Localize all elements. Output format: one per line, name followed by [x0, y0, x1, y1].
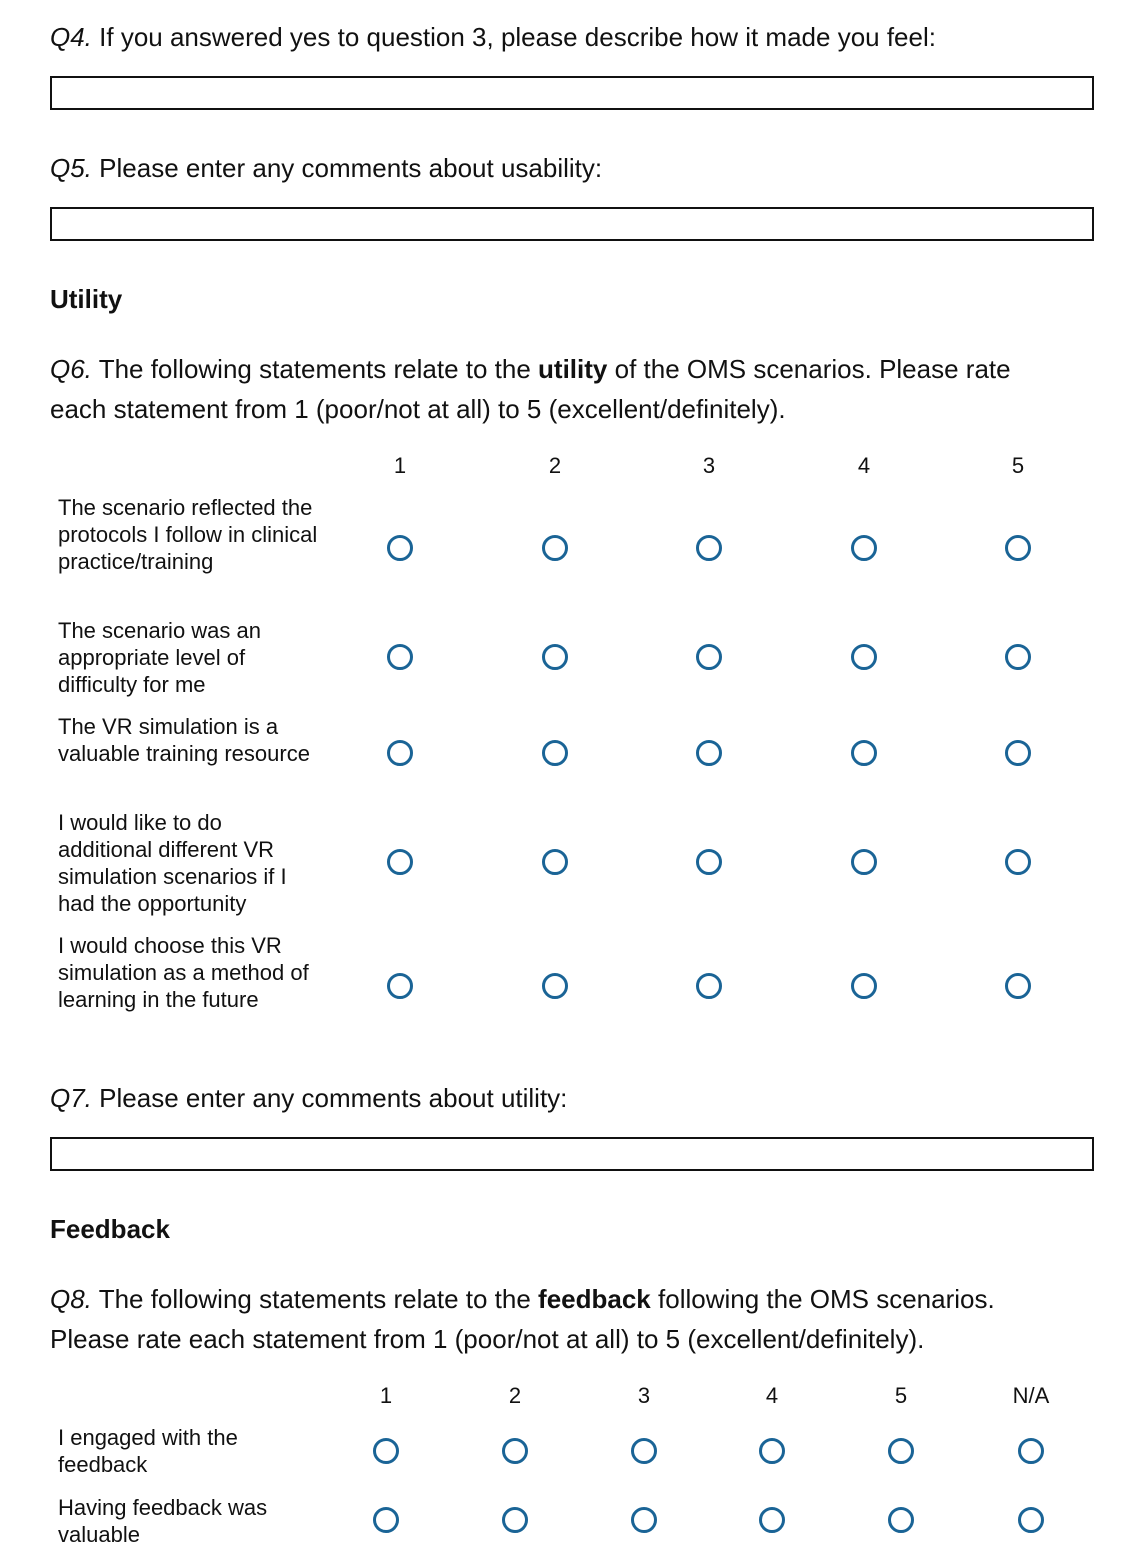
q7-text: Please enter any comments about utility: [99, 1083, 568, 1113]
q6-number: Q6. [50, 354, 92, 384]
q6-text-bold: utility [538, 354, 608, 384]
q8-question [50, 1279, 1060, 1359]
q6-row1-radio-1[interactable] [387, 535, 413, 561]
q6-row2-radio-2[interactable] [542, 644, 568, 670]
q8-text-post: following the OMS scenarios. Please rate each statement from 1 (poor/not at all) to 5 (excellent/definitely). [50, 1284, 995, 1354]
q6-row1-radio-2[interactable] [542, 535, 568, 561]
q6-question [50, 349, 1070, 429]
q8-text-bold: feedback [538, 1284, 651, 1314]
q6-row-label: The scenario was an appropriate level of difficulty for me [58, 618, 261, 697]
q8-row-label: Having feedback was valuable [58, 1495, 268, 1547]
q4-text: If you answered yes to question 3, please describe how it made you feel: [99, 22, 936, 52]
q7-text-input[interactable] [50, 1137, 1094, 1171]
q6-row-label: I would like to do additional different VR simulation scenarios if I had the opportunity [58, 810, 287, 916]
q6-row2-radio-3[interactable] [696, 644, 722, 670]
q6-row5-radio-5[interactable] [1005, 973, 1031, 999]
q6-row-label: I would choose this VR simulation as a method of learning in the future [58, 933, 309, 1012]
q6-row5-radio-4[interactable] [851, 973, 877, 999]
q8-row2-radio-na[interactable] [1018, 1507, 1044, 1533]
q8-column-header: 5 [894, 1383, 908, 1408]
q6-text-post: of the OMS scenarios. Please rate each statement from 1 (poor/not at all) to 5 (excellent/definitely). [50, 354, 1011, 424]
q4-text-input[interactable] [50, 76, 1094, 110]
q6-row2-radio-5[interactable] [1005, 644, 1031, 670]
q8-row2-radio-2[interactable] [502, 1507, 528, 1533]
q6-row3-radio-3[interactable] [696, 740, 722, 766]
q8-column-header: 1 [379, 1383, 393, 1408]
q8-row-label: I engaged with the feedback [58, 1425, 238, 1477]
q8-text-pre: The following statements relate to the [98, 1284, 531, 1314]
feedback-heading: Feedback [50, 1214, 170, 1244]
q6-row3-radio-4[interactable] [851, 740, 877, 766]
q8-column-header: 4 [765, 1383, 779, 1408]
q5-question [50, 148, 602, 188]
utility-heading: Utility [50, 284, 123, 314]
q8-row2-radio-4[interactable] [759, 1507, 785, 1533]
q6-row1-radio-3[interactable] [696, 535, 722, 561]
q8-row1-radio-4[interactable] [759, 1438, 785, 1464]
q8-row1-radio-2[interactable] [502, 1438, 528, 1464]
q8-row2-radio-3[interactable] [631, 1507, 657, 1533]
q6-row5-radio-1[interactable] [387, 973, 413, 999]
q6-row1-radio-4[interactable] [851, 535, 877, 561]
q8-column-header: 3 [637, 1383, 651, 1408]
q8-row1-radio-3[interactable] [631, 1438, 657, 1464]
q6-column-header: 5 [1011, 453, 1025, 478]
q6-column-header: 4 [857, 453, 871, 478]
q4-question [50, 17, 936, 57]
q6-text-pre: The following statements relate to the [98, 354, 531, 384]
q6-column-header: 2 [548, 453, 562, 478]
q6-row4-radio-3[interactable] [696, 849, 722, 875]
q6-row2-radio-4[interactable] [851, 644, 877, 670]
q4-number: Q4. [50, 22, 92, 52]
q6-row3-radio-1[interactable] [387, 740, 413, 766]
q8-row1-radio-na[interactable] [1018, 1438, 1044, 1464]
q8-column-header: 2 [508, 1383, 522, 1408]
q6-row5-radio-3[interactable] [696, 973, 722, 999]
q6-row2-radio-1[interactable] [387, 644, 413, 670]
q7-number: Q7. [50, 1083, 92, 1113]
q6-row4-radio-5[interactable] [1005, 849, 1031, 875]
q6-row3-radio-2[interactable] [542, 740, 568, 766]
q6-row3-radio-5[interactable] [1005, 740, 1031, 766]
q8-row2-radio-5[interactable] [888, 1507, 914, 1533]
q6-row4-radio-2[interactable] [542, 849, 568, 875]
q5-text: Please enter any comments about usability: [99, 153, 603, 183]
q6-column-header: 1 [393, 453, 407, 478]
q8-row2-radio-1[interactable] [373, 1507, 399, 1533]
q6-row4-radio-1[interactable] [387, 849, 413, 875]
q8-column-header: N/A [1012, 1383, 1050, 1408]
q5-number: Q5. [50, 153, 92, 183]
q8-row1-radio-1[interactable] [373, 1438, 399, 1464]
q6-row-label: The VR simulation is a valuable training resource [58, 714, 310, 766]
q7-question [50, 1078, 567, 1118]
q5-text-input[interactable] [50, 207, 1094, 241]
q6-row-label: The scenario reflected the protocols I follow in clinical practice/training [58, 495, 318, 574]
q6-row5-radio-2[interactable] [542, 973, 568, 999]
q8-number: Q8. [50, 1284, 92, 1314]
q8-row1-radio-5[interactable] [888, 1438, 914, 1464]
q6-row4-radio-4[interactable] [851, 849, 877, 875]
q6-column-header: 3 [702, 453, 716, 478]
q6-row1-radio-5[interactable] [1005, 535, 1031, 561]
